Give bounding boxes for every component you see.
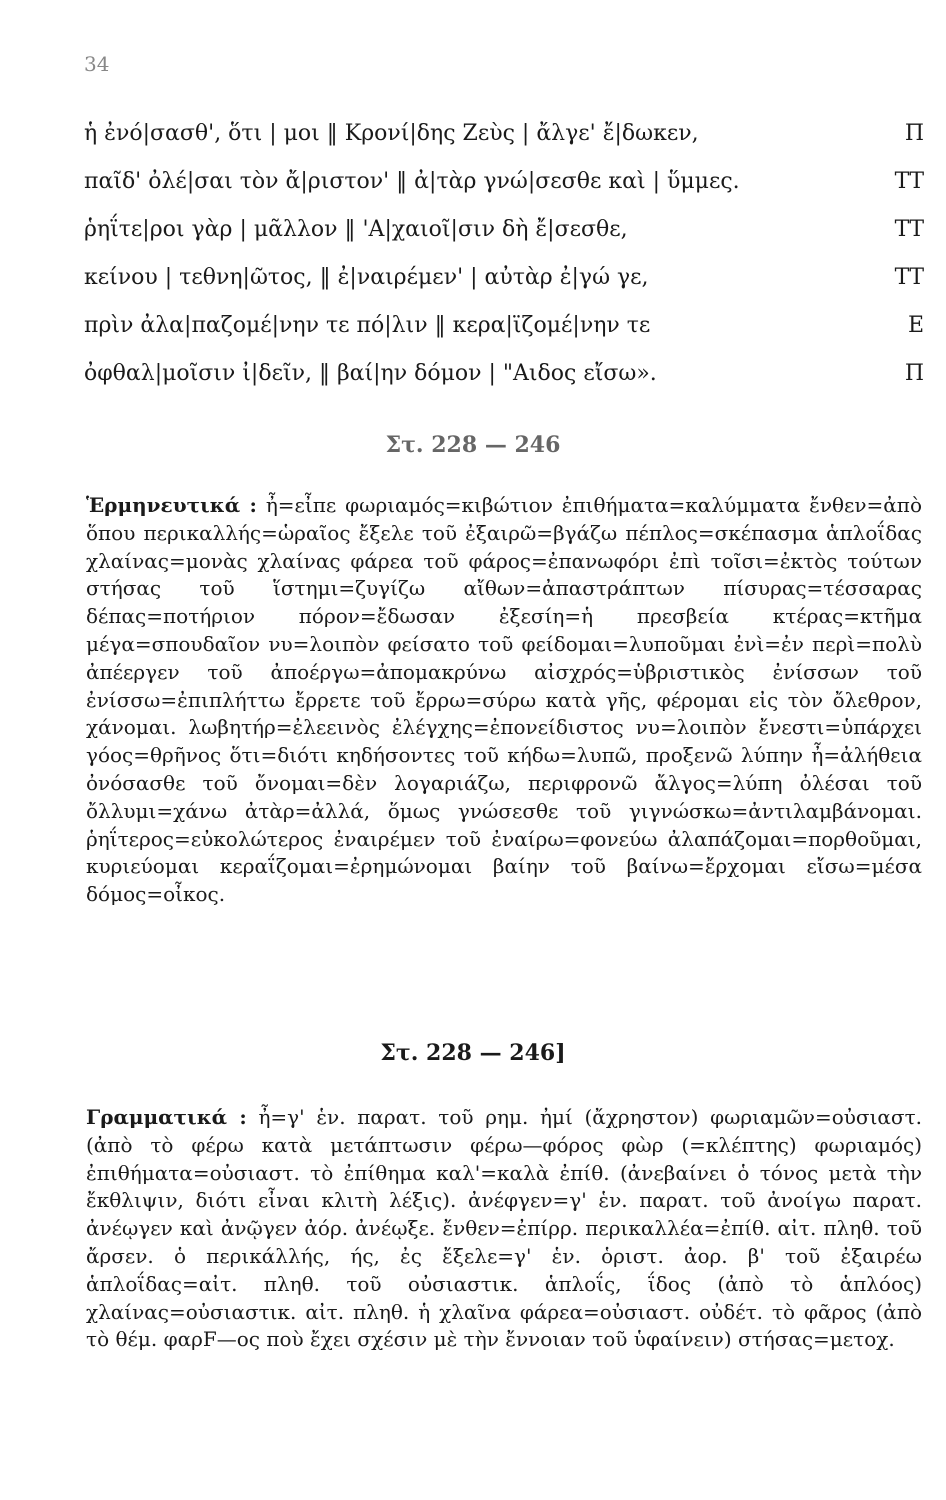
grammatika-section [86,1104,922,1354]
verse-line [84,350,924,398]
verse-text: πρὶν ἀλα|παζομέ|νην τε πό|λιν ‖ κερα|ϊζομέ|νην τε [84,313,651,338]
verse-text: παῖδ' ὀλέ|σαι τὸν ἄ|ριστον' ‖ ἀ|τὰρ γνώ|σεσθε καὶ | ὕμμες. [84,169,740,194]
verse-line [84,206,924,254]
meter-label: Π [904,361,924,386]
page-number: 34 [84,52,110,76]
verse-text: ἡ ἐνό|σασθ', ὅτι | μοι ‖ Κρονί|δης Ζεὺς | ἄλγε' ἔ|δωκεν, [84,121,699,146]
grammatika-label: Γραμματικά : [86,1105,247,1129]
meter-label: ΤΤ [894,217,924,242]
meter-label: Ε [907,313,924,338]
meter-label: Π [904,121,924,146]
hermeneutika-label: Ἑρμηνευτικά : [86,493,257,517]
hermeneutika-text: ἦ=εἶπε φωριαμός=κιβώτιον ἐπιθήματα=καλύμματα ἔνθεν=ἀπὸ ὅπου περικαλλής=ὡραῖος ἔξελε τοῦ ἐξαιρῶ=βγάζω πέπλος=σκέπασμα ἁπλοΐδας χλαίνας=μονὰς χλαίνας φάρεα τοῦ φάρος=ἐπανωφόρι ἐπὶ τοῖσι=ἐκτὸς τούτων στήσας τοῦ ἵστημι=ζυγίζω αἴθων=ἀπαστράπτων πίσυρας=τέσσαρας δέπας=ποτήριον πόρον=ἔδωσαν ἐξεσίη=ἡ πρεσβεία κτέρας=κτῆμα μέγα=σπουδαῖον νυ=λοιπὸν φείσατο τοῦ φείδομαι=λυποῦμαι ἐνὶ=ἐν περὶ=πολὺ ἀπέεργεν τοῦ ἀποέργω=ἀπομακρύνω αἰσχρός=ὑβριστικὸς ἐνίσσων τοῦ ἐνίσσω=ἐπιπλήττω ἔρρετε τοῦ ἔρρω=σύρω κατὰ γῆς, φέρομαι εἰς τὸν ὄλεθρον, χάνομαι. λωβητήρ=ἐλεεινὸς ἐλέγχης=ἐπονείδιστος νυ=λοιπὸν ἔνεστι=ὑπάρχει γόος=θρῆνος ὅτι=διότι κηδήσοντες τοῦ κήδω=λυπῶ, προξενῶ λύπην ἦ=ἀλήθεια ὀνόσασθε τοῦ ὄνομαι=δὲν λογαριάζω, περιφρονῶ ἄλγος=λύπη ὀλέσαι τοῦ ὄλλυμι=χάνω ἀτὰρ=ἀλλά, ὅμως γνώσεσθε τοῦ γιγνώσκω=ἀντιλαμβάνομαι. ῥηΐτερος=εὐκολώτερος ἐναιρέμεν τοῦ ἐναίρω=φονεύω ἀλαπάζομαι=πορθοῦμαι, κυριεύομαι κεραΐζομαι=ἐρημώνομαι βαίην τοῦ βαίνω=ἔρχομαι εἴσω=μέσα δόμος=οἶκος. [86,493,922,907]
section-heading: Στ. 228 — 246] [380,1040,566,1066]
verse-line [84,158,924,206]
verse-line [84,110,924,158]
verse-block [84,110,924,398]
verse-line [84,302,924,350]
meter-label: ΤΤ [894,265,924,290]
verse-text: ὀφθαλ|μοῖσιν ἰ|δεῖν, ‖ βαί|ην δόμον | "Αιδος εἴσω». [84,361,657,386]
hermeneutika-section [86,492,922,909]
verse-text: κείνου | τεθνη|ῶτος, ‖ ἐ|ναιρέμεν' | αὐτὰρ ἐ|γώ γε, [84,265,649,290]
grammatika-text: ἦ=γ' ἑν. παρατ. τοῦ ρημ. ἠμί (ἄχρηστον) φωριαμῶν=οὐσιαστ. (ἀπὸ τὸ φέρω κατὰ μετάπτωσιν φέρω—φόρος φὼρ (=κλέπτης) φωριαμός) ἐπιθήματα=οὐσιαστ. τὸ ἐπίθημα καλ'=καλὰ ἐπίθ. (ἀνεβαίνει ὁ τόνος μετὰ τὴν ἔκθλιψιν, διότι εἶναι κλιτὴ λέξις). ἀνέφγεν=γ' ἑν. παρατ. τοῦ ἀνοίγω παρατ. ἀνέῳγεν καὶ ἀνῷγεν ἀόρ. ἀνέῳξε. ἔνθεν=ἐπίρρ. περικαλλέα=ἐπίθ. αἰτ. πληθ. τοῦ ἄρσεν. ὁ περικάλλής, ής, ἐς ἔξελε=γ' ἑν. ὁριστ. ἀορ. β' τοῦ ἐξαιρέω ἁπλοΐδας=αἰτ. πληθ. τοῦ οὐσιαστικ. ἁπλοΐς, ΐδος (ἀπὸ τὸ ἁπλόος) χλαίνας=οὐσιαστικ. αἰτ. πληθ. ἡ χλαῖνα φάρεα=οὐσιαστ. οὐδέτ. τὸ φᾶρος (ἀπὸ τὸ θέμ. φαρF—ος ποὺ ἔχει σχέσιν μὲ τὴν ἔννοιαν τοῦ ὑφαίνειν) στήσας=μετοχ. [86,1105,922,1352]
section-heading: Στ. 228 — 246 [385,432,561,458]
meter-label: ΤΤ [894,169,924,194]
verse-text: ῥηΐτε|ροι γὰρ | μᾶλλον ‖ 'Α|χαιοῖ|σιν δὴ ἔ|σεσθε, [84,217,628,242]
verse-line [84,254,924,302]
